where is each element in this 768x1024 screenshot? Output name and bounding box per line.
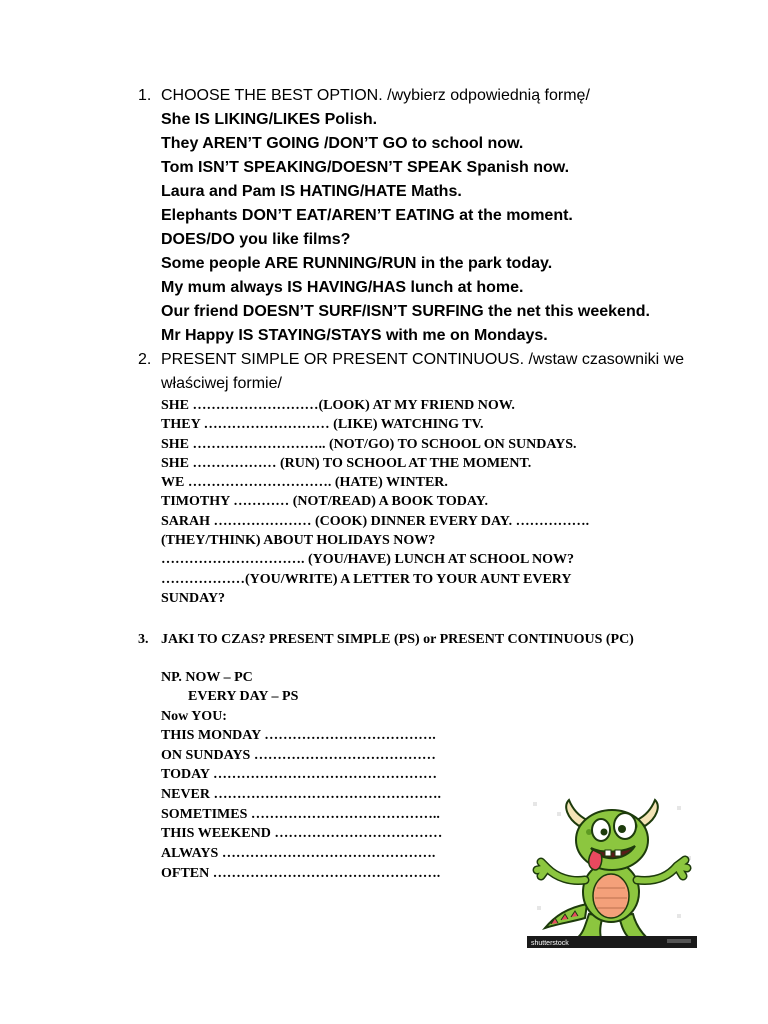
exercise-item: ON SUNDAYS ………………………………… [161, 747, 436, 763]
exercise-item: THIS MONDAY ………………………………. [161, 728, 436, 744]
section1-number: 1. [138, 87, 152, 104]
exercise-item: SOMETIMES ………………………………….. [161, 806, 440, 822]
monster-illustration [527, 796, 697, 948]
exercise-item: …………………………. (YOU/HAVE) LUNCH AT SCHOOL NOW? [161, 552, 575, 568]
exercise-item: THIS WEEKEND ……………………………… [161, 826, 443, 842]
section3-exercise-list [161, 726, 442, 884]
exercise-item: OFTEN …………………………………………. [161, 866, 441, 882]
example-line: NP. NOW – PC [161, 670, 253, 685]
section3-title: JAKI TO CZAS? PRESENT SIMPLE (PS) or PRESENT CONTINUOUS (PC) [161, 632, 634, 647]
sentence-item: Our friend DOESN’T SURF/ISN’T SURFING the net this weekend. [161, 303, 650, 320]
monster-right-eye [614, 813, 636, 839]
sentence-item: DOES/DO you like films? [161, 231, 351, 248]
sentence-item: Tom ISN’T SPEAKING/DOESN’T SPEAK Spanish now. [161, 159, 570, 176]
section1-title: CHOOSE THE BEST OPTION. /wybierz odpowiednią formę/ [161, 87, 590, 104]
section2-number: 2. [138, 351, 152, 368]
section3-body [161, 668, 442, 884]
exercise-prompt: Now YOU: [161, 708, 227, 724]
sentence-item: Laura and Pam IS HATING/HATE Maths. [161, 183, 462, 200]
sentence-item: Elephants DON’T EAT/AREN’T EATING at the moment. [161, 207, 573, 224]
shutterstock-watermark: shutterstock [531, 940, 569, 947]
monster-head [576, 810, 648, 870]
monster-belly [593, 874, 629, 918]
exercise-item: ………………(YOU/WRITE) A LETTER TO YOUR AUNT EVERY [161, 571, 572, 587]
example-line: EVERY DAY – PS [188, 689, 299, 705]
exercise-item: ALWAYS ………………………………………. [161, 845, 436, 861]
section2-title-line1: PRESENT SIMPLE OR PRESENT CONTINUOUS. /wstaw czasowniki we [161, 351, 685, 368]
section3-number: 3. [138, 632, 149, 647]
section2-exercise-list [161, 396, 589, 608]
section2-title-line2: właściwej formie/ [161, 375, 282, 392]
exercise-item: THEY ……………………… (LIKE) WATCHING TV. [161, 417, 484, 433]
exercise-item: SUNDAY? [161, 590, 226, 606]
exercise-item: TODAY ………………………………………… [161, 767, 438, 783]
sentence-item: They AREN’T GOING /DON’T GO to school now. [161, 135, 524, 152]
section1-sentence-list [161, 108, 650, 348]
exercise-item: WE …………………………. (HATE) WINTER. [161, 475, 448, 491]
exercise-item: NEVER …………………………………………. [161, 787, 442, 802]
sentence-item: My mum always IS HAVING/HAS lunch at home. [161, 279, 524, 296]
exercise-item: TIMOTHY ………… (NOT/READ) A BOOK TODAY. [161, 494, 488, 510]
exercise-item: SARAH ………………… (COOK) DINNER EVERY DAY. ……………. [161, 513, 590, 529]
monster-left-eye [592, 819, 610, 841]
exercise-item: SHE ………………………(LOOK) AT MY FRIEND NOW. [161, 398, 515, 413]
sentence-item: Mr Happy IS STAYING/STAYS with me on Mondays. [161, 327, 548, 344]
exercise-item: SHE ……………… (RUN) TO SCHOOL AT THE MOMENT. [161, 455, 532, 471]
exercise-item: SHE ……………………….. (NOT/GO) TO SCHOOL ON SUNDAYS. [161, 436, 577, 452]
exercise-item: (THEY/THINK) ABOUT HOLIDAYS NOW? [161, 533, 436, 549]
monster-tongue [589, 850, 602, 870]
sentence-item: She IS LIKING/LIKES Polish. [161, 111, 378, 128]
sentence-item: Some people ARE RUNNING/RUN in the park today. [161, 255, 553, 272]
